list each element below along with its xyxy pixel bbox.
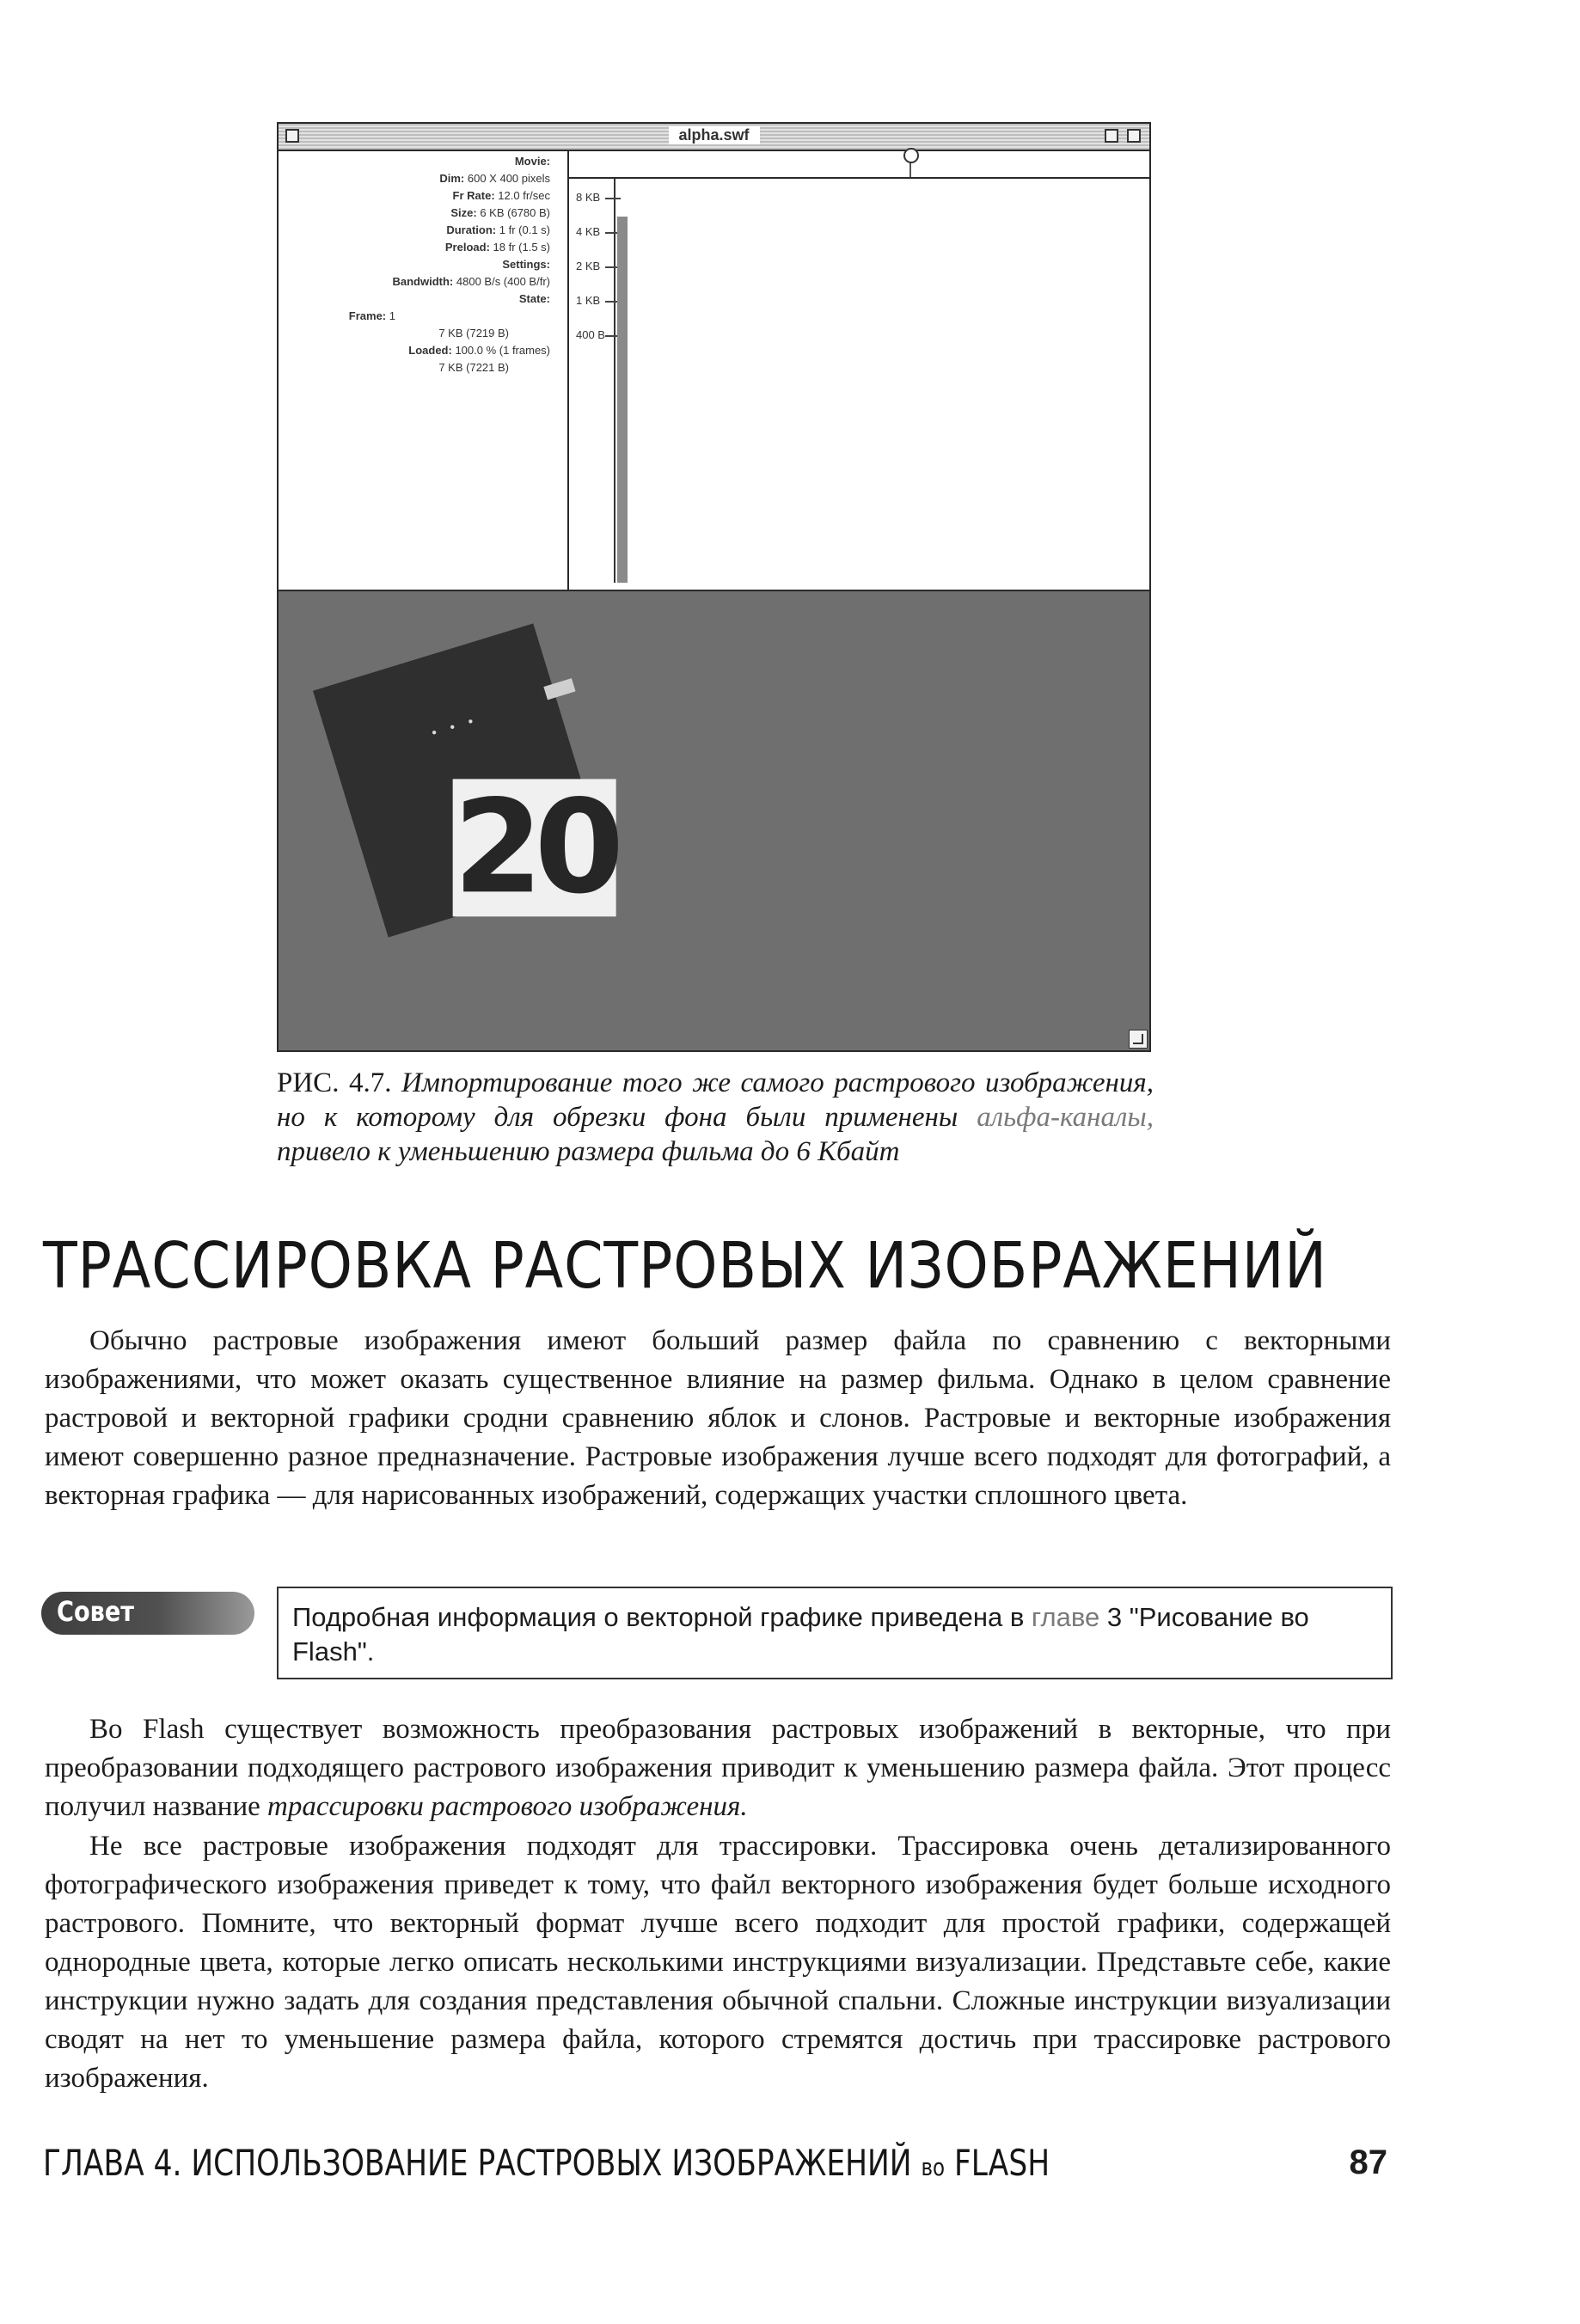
bandwidth-graph bbox=[569, 179, 1149, 590]
resize-grip-icon[interactable] bbox=[1129, 1030, 1148, 1049]
graph-tick bbox=[605, 198, 621, 199]
prop-state-header: State: bbox=[518, 292, 550, 305]
tip-text-link: главе bbox=[1031, 1602, 1100, 1632]
prop-fr-rate: Fr Rate: 12.0 fr/sec bbox=[452, 189, 550, 202]
figure-screenshot-window bbox=[277, 122, 1151, 1052]
close-box-icon[interactable] bbox=[285, 129, 299, 143]
zoom-box-icon[interactable] bbox=[1105, 129, 1118, 143]
timeline-strip bbox=[569, 151, 1149, 179]
paragraph-2-text: Во Flash существует возможность преобразования растровых изображений в векторные, что при преобразовании подходящего растрового изображения приводит к уменьшению размера файла. Этот процесс получил название bbox=[45, 1714, 1391, 1822]
paragraph-not-all-bitmaps: Не все растровые изображения подходят для трассировки. Трассировка очень детализированного фотографического изображения приведет к тому, что файл векторного изображения будет больше исходного растрового. Помните, что векторный формат лучше всего подходит для простой графики, содержащей однородные цвета, которые легко описать несколькими инструкциями визуализации. Представьте себе, какие инструкции нужно задать для создания представления обычной спальни. Сложные инструкции визуализации сводят на нет то уменьшение размера файла, которого стремятся достичь при трассировке растрового изображения. bbox=[45, 1831, 1391, 2094]
figure-caption bbox=[277, 1066, 1154, 1169]
collapse-box-icon[interactable] bbox=[1127, 129, 1141, 143]
prop-size: Size: 6 KB (6780 B) bbox=[450, 206, 550, 219]
prop-frame: Frame: 1 bbox=[348, 309, 395, 322]
tip-badge bbox=[41, 1592, 254, 1635]
graph-label-8kb: 8 KB bbox=[576, 191, 601, 204]
paragraph-2-term: трассировки растрового изображения. bbox=[267, 1791, 748, 1822]
footer-chapter-part3: FLASH bbox=[945, 2142, 1050, 2184]
running-footer bbox=[43, 2142, 1050, 2184]
prop-loaded-size: 7 KB (7221 B) bbox=[438, 361, 509, 374]
window-titlebar bbox=[279, 124, 1149, 151]
footer-chapter-part2: во bbox=[921, 2153, 946, 2181]
prop-bandwidth: Bandwidth: 4800 B/s (400 B/fr) bbox=[392, 275, 550, 288]
tip-text-after: 3 "Рисование во Flash". bbox=[292, 1602, 1309, 1667]
paragraph-flash-tracing bbox=[45, 1710, 1391, 1826]
tip-text-before: Подробная информация о векторной графике приведена в bbox=[292, 1602, 1032, 1632]
tip-box bbox=[277, 1587, 1393, 1679]
window-title: alpha.swf bbox=[668, 126, 759, 144]
caption-text-alpha: альфа-каналы, bbox=[977, 1102, 1154, 1133]
card-decoration: • • • bbox=[430, 712, 481, 741]
prop-frame-size: 7 KB (7219 B) bbox=[438, 327, 509, 339]
tip-badge-label: Совет bbox=[57, 1595, 135, 1628]
footer-chapter-part1: ГЛАВА 4. ИСПОЛЬЗОВАНИЕ РАСТРОВЫХ ИЗОБРАЖЕНИЙ bbox=[43, 2142, 922, 2184]
graph-label-1kb: 1 KB bbox=[576, 294, 601, 307]
caption-text-1: Импортирование того же самого растрового изображения, но к которому для обрезки фона были применены bbox=[277, 1067, 1154, 1133]
caption-text-2: привело к уменьшению размера фильма до 6 Кбайт bbox=[277, 1136, 900, 1167]
prop-loaded: Loaded: 100.0 % (1 frames) bbox=[408, 344, 550, 357]
prop-movie-header: Movie: bbox=[514, 155, 550, 168]
prop-dim: Dim: 600 X 400 pixels bbox=[439, 172, 550, 185]
graph-label-2kb: 2 KB bbox=[576, 260, 601, 272]
graph-label-400b: 400 B bbox=[576, 328, 605, 341]
card-number: 20 bbox=[453, 773, 616, 923]
paragraph-intro: Обычно растровые изображения имеют больший размер файла по сравнению с векторными изображениями, что может оказать существенное влияние на размер фильма. Однако в целом сравнение растровой и векторной графики сродни сравнению яблок и слонов. Растровые и векторные изображения имеют совершенно разное предназначение. Растровые изображения лучше всего подходят для фотографий, а векторная графика — для нарисованных изображений, содержащих участки сплошного цвета. bbox=[45, 1325, 1391, 1511]
graph-axis bbox=[614, 179, 615, 583]
prop-duration: Duration: 1 fr (0.1 s) bbox=[446, 223, 550, 236]
movie-stage bbox=[279, 590, 1149, 1050]
page-number: 87 bbox=[1349, 2144, 1387, 2181]
caption-label: РИС. 4.7. bbox=[277, 1067, 392, 1098]
graph-label-4kb: 4 KB bbox=[576, 225, 601, 238]
frame-size-bar bbox=[617, 217, 628, 583]
section-heading: ТРАССИРОВКА РАСТРОВЫХ ИЗОБРАЖЕНИЙ bbox=[43, 1229, 1327, 1303]
prop-settings-header: Settings: bbox=[502, 258, 550, 271]
bandwidth-properties-panel bbox=[279, 151, 569, 590]
card-tag bbox=[543, 678, 575, 700]
prop-preload: Preload: 18 fr (1.5 s) bbox=[444, 241, 550, 254]
playhead-icon[interactable] bbox=[903, 148, 919, 163]
rotated-card-image bbox=[313, 623, 616, 937]
